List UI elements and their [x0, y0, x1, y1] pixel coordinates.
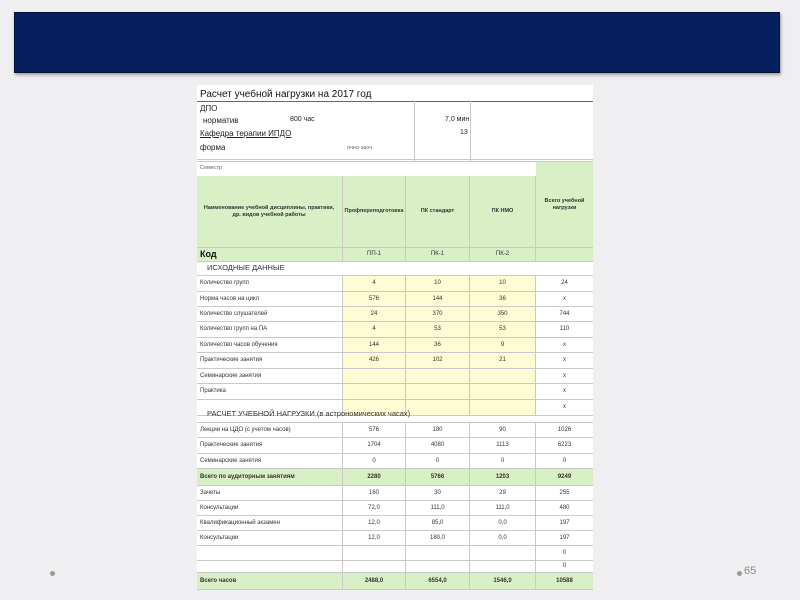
table-cell: 4	[343, 276, 406, 291]
code-label: Код	[197, 248, 343, 261]
table-row	[197, 546, 593, 561]
norm-label: норматив	[203, 116, 239, 125]
table-cell: 0	[562, 549, 567, 556]
table-cell: 350	[470, 307, 536, 321]
table-row	[197, 438, 593, 454]
bullet-dot	[50, 571, 55, 576]
row-label: Количество групп	[197, 276, 343, 291]
table-cell: 576	[343, 292, 406, 306]
table-cell: 1704	[343, 438, 406, 453]
table-cell: х	[563, 372, 566, 379]
norm-value: 800 час	[290, 116, 315, 123]
code-cell	[536, 248, 593, 261]
code-row	[197, 248, 593, 262]
total-hours-cell: 6554,0	[406, 573, 470, 589]
table-cell: 0	[562, 457, 567, 464]
table-row	[197, 353, 593, 369]
table-cell: 197	[559, 534, 570, 541]
total-hours-cell: 10588	[536, 573, 593, 589]
table-row	[197, 501, 593, 516]
table-row	[197, 423, 593, 438]
table-cell: 1026	[557, 426, 572, 433]
row-label: Консультации	[197, 501, 343, 515]
table-row	[197, 516, 593, 531]
table-cell	[343, 546, 406, 560]
table-cell: х	[563, 404, 566, 411]
table-cell: 111,0	[406, 501, 470, 515]
total-auditory-row	[197, 469, 593, 486]
table-cell: 744	[559, 310, 570, 317]
table-cell: 29	[470, 486, 536, 500]
table-cell	[470, 369, 536, 383]
total-auditory-cell: 9249	[536, 469, 593, 485]
bullet-dot	[737, 571, 742, 576]
table-cell: 0	[470, 454, 536, 468]
table-cell: 0	[562, 563, 567, 570]
row-label: Зачеты	[197, 486, 343, 500]
table-cell	[406, 561, 470, 572]
table-cell: 10	[470, 276, 536, 291]
row-label: Количество часов обучения	[197, 338, 343, 352]
total-auditory-cell: 2280	[343, 469, 406, 485]
table-row	[197, 292, 593, 307]
total-hours-row	[197, 573, 593, 590]
table-cell: 180	[406, 423, 470, 437]
norm-right-value: 7,0 мин	[445, 116, 470, 123]
header-discipline: Наименование учебной дисциплины, практики, др. видов учебной работы	[197, 176, 343, 247]
table-cell: 0	[343, 454, 406, 468]
sheet-title: Расчет учебной нагрузки на 2017 год	[200, 89, 372, 100]
spreadsheet	[197, 85, 593, 590]
table-row	[197, 486, 593, 501]
row-label	[197, 561, 343, 572]
department-label: Кафедра терапии ИПДО	[200, 129, 292, 138]
table-cell: 90	[470, 423, 536, 437]
row-label: Консультации	[197, 531, 343, 545]
table-cell: 72,0	[343, 501, 406, 515]
table-cell: 180,0	[406, 531, 470, 545]
table-cell: 197	[559, 519, 570, 526]
table-cell	[406, 369, 470, 383]
header-pk-standard: ПК стандарт	[406, 176, 470, 247]
table-cell: 144	[343, 338, 406, 352]
table-cell: 111,0	[470, 501, 536, 515]
page-number: 65	[744, 565, 757, 577]
code-cell: ПК-1	[406, 248, 470, 261]
row-label: Норма часов на цикл	[197, 292, 343, 306]
header-total: Всего учебной нагрузки	[536, 162, 593, 247]
row-label	[197, 546, 343, 560]
table-row	[197, 322, 593, 338]
table-cell: 0,0	[470, 531, 536, 545]
row-label: Практика	[197, 384, 343, 399]
code-cell: ПП-1	[343, 248, 406, 261]
table-cell: х	[563, 388, 566, 395]
table-cell	[470, 546, 536, 560]
table-cell: 480	[559, 504, 570, 511]
table-header	[197, 161, 593, 248]
table-cell: 576	[343, 423, 406, 437]
divider	[470, 101, 471, 161]
table-cell	[343, 369, 406, 383]
row-label: Количество групп на ПА	[197, 322, 343, 337]
row-label: Квалификационный экзамен	[197, 516, 343, 530]
dpo-label: ДПО	[200, 104, 218, 113]
table-row	[197, 454, 593, 469]
table-cell: 4	[343, 322, 406, 337]
section-heading-text: ИСХОДНЫЕ ДАННЫЕ	[207, 263, 285, 273]
row-label: Практические занятия	[197, 438, 343, 453]
table-cell: 12,0	[343, 516, 406, 530]
table-cell: 0,0	[470, 516, 536, 530]
table-cell: 12,0	[343, 531, 406, 545]
total-auditory-label: Всего по аудиторным занятиям	[197, 469, 343, 485]
table-row	[197, 307, 593, 322]
table-cell: 53	[470, 322, 536, 337]
row-label: Лекции на ЦДО (с учетом часов)	[197, 423, 343, 437]
table-row	[197, 561, 593, 573]
table-cell: 9	[470, 338, 536, 352]
table-cell: 426	[343, 353, 406, 368]
code-cell: ПК-2	[470, 248, 536, 261]
table-cell	[406, 384, 470, 399]
section-heading-text: РАСЧЕТ УЧЕБНОЙ НАГРУЗКИ (в астрономических часах)	[207, 408, 411, 418]
table-cell: 10	[406, 276, 470, 291]
total-auditory-cell: 1203	[470, 469, 536, 485]
table-cell: 36	[406, 338, 470, 352]
header-profretraining: Профпереподготовка	[343, 176, 406, 247]
total-hours-label: Всего часов	[197, 573, 343, 589]
table-cell: 370	[406, 307, 470, 321]
table-cell: х	[563, 295, 566, 302]
table-cell	[470, 384, 536, 399]
table-cell: 30	[406, 486, 470, 500]
row-label: Практические занятия	[197, 353, 343, 368]
table-cell: 53	[406, 322, 470, 337]
table-cell: 24	[343, 307, 406, 321]
row-label: Семинарские занятия	[197, 369, 343, 383]
table-cell: 160	[343, 486, 406, 500]
divider	[414, 101, 415, 161]
table-cell: х	[563, 341, 566, 348]
divider	[197, 159, 593, 160]
table-row	[197, 338, 593, 353]
table-cell	[343, 384, 406, 399]
table-row	[197, 531, 593, 546]
table-row	[197, 276, 593, 292]
table-row	[197, 384, 593, 400]
table-cell: х	[563, 357, 566, 364]
table-cell: 144	[406, 292, 470, 306]
section-heading	[197, 262, 593, 276]
divider	[197, 101, 593, 102]
title-banner	[14, 12, 780, 73]
section-heading	[197, 406, 593, 423]
table-cell: 4080	[406, 438, 470, 453]
table-cell	[343, 561, 406, 572]
form-value: очно-заоч.	[347, 145, 374, 151]
table-cell: 36	[470, 292, 536, 306]
form-label: форма	[200, 143, 226, 152]
total-auditory-cell: 5766	[406, 469, 470, 485]
table-cell: 255	[559, 489, 570, 496]
table-cell	[406, 546, 470, 560]
table-cell: 0	[406, 454, 470, 468]
table-cell	[470, 561, 536, 572]
row-label: Количество слушателей	[197, 307, 343, 321]
table-cell: 85,0	[406, 516, 470, 530]
semester-label: Семестр	[200, 165, 223, 171]
table-cell: 21	[470, 353, 536, 368]
table-row	[197, 369, 593, 384]
total-hours-cell: 1546,0	[470, 573, 536, 589]
total-hours-cell: 2488,0	[343, 573, 406, 589]
table-cell: 24	[561, 280, 568, 287]
table-cell: 1113	[470, 438, 536, 453]
row-label: Семинарские занятия	[197, 454, 343, 468]
table-cell: 102	[406, 353, 470, 368]
header-pk-nmo: ПК НМО	[470, 176, 536, 247]
department-right-value: 13	[460, 129, 468, 136]
table-cell: 110	[559, 326, 570, 333]
table-cell: 6223	[557, 442, 572, 449]
